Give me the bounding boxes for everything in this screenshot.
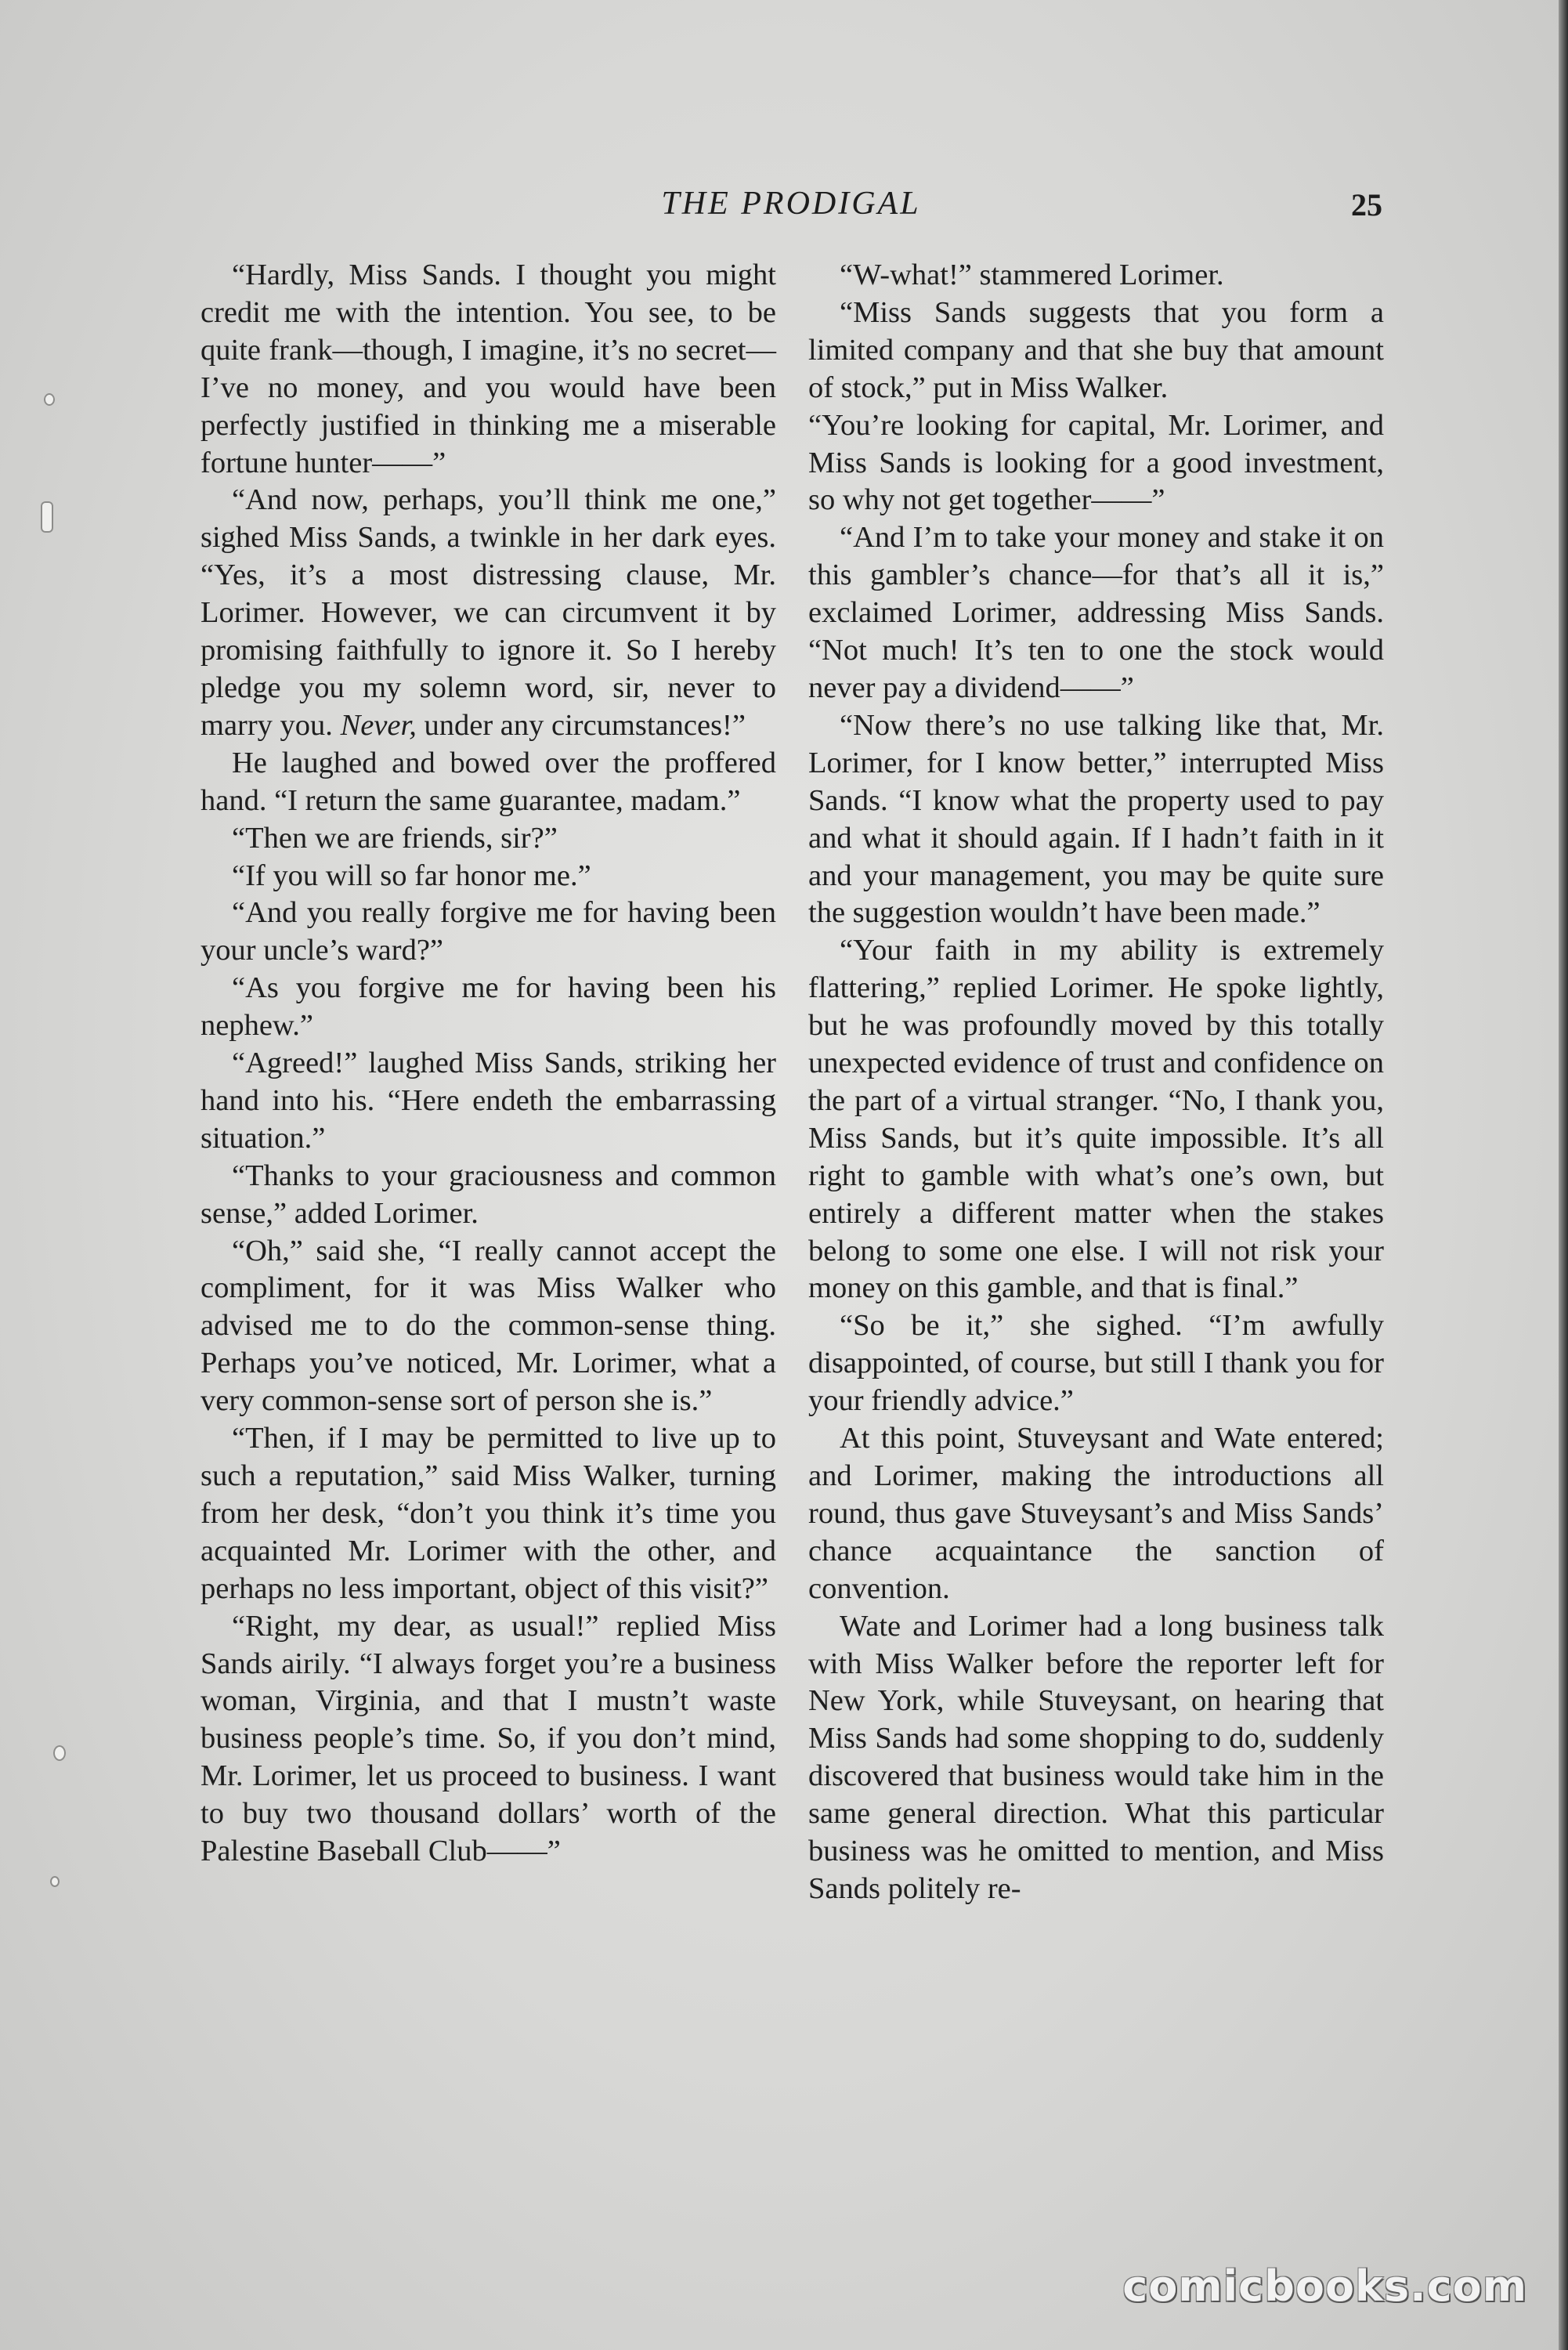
paragraph: “As you forgive me for having been his nephew.” [201, 971, 776, 1043]
punch-hole [50, 1876, 60, 1887]
paragraph-text: “And now, perhaps, you’ll think me one,” sighed Miss Sands, a twinkle in her dark eyes. “Yes, it’s a most distressing clause, Mr. Lorimer. However, we can circumvent it by promising faithfully to ignore it. So I hereby pledge you my solemn word, sir, never to marry you. [201, 483, 776, 742]
paragraph: “Hardly, Miss Sands. I thought you might credit me with the intention. You see, to be quite frank—though, I imagine, it’s no secret—I’ve no money, and you would have been perfectly justified in thinking me a miserable fortune hunter——” [201, 258, 776, 479]
paragraph: “Right, my dear, as usual!” replied Miss Sands airily. “I always forget you’re a business woman, Virginia, and that I mustn’t waste business people’s time. So, if you don’t mind, Mr. Lorimer, let us proceed to business. I want to buy two thousand dollars’ worth of the Palestine Baseball Club——” [201, 1609, 776, 1868]
right-column [808, 257, 1384, 1908]
paragraph [201, 482, 776, 744]
paragraph: “Thanks to your graciousness and common sense,” added Lorimer. [201, 1159, 776, 1230]
paragraph: “Now there’s no use talking like that, Mr. Lorimer, for I know better,” interrupted Miss Sands. “I know what the property used to pay and what it should again. If I hadn’t faith in it and your management, you may be quite sure the suggestion wouldn’t have been made.” [808, 708, 1384, 930]
paragraph: “Oh,” said she, “I really cannot accept the compliment, for it was Miss Walker who advised me to do the common-sense thing. Perhaps you’ve noticed, Mr. Lorimer, what a very common-sense sort of person she is.” [201, 1234, 776, 1418]
paragraph: “Miss Sands suggests that you form a limited company and that she buy that amount of stock,” put in Miss Walker. [808, 295, 1384, 404]
left-column [201, 257, 776, 1871]
paragraph: “If you will so far honor me.” [232, 859, 591, 892]
running-title: THE PRODIGAL [661, 186, 921, 222]
paragraph: “Then, if I may be permitted to live up to such a reputation,” said Miss Walker, turning from her desk, “don’t you think it’s time you acquainted Mr. Lorimer with the other, and perhaps no less important, object of this visit?” [201, 1422, 776, 1605]
paragraph: “Agreed!” laughed Miss Sands, striking her hand into his. “Here endeth the embarrassing situation.” [201, 1047, 776, 1155]
punch-hole [53, 1745, 66, 1761]
page-header [200, 185, 1382, 232]
paragraph: “So be it,” she sighed. “I’m awfully disappointed, of course, but still I thank you for your friendly advice.” [808, 1309, 1384, 1418]
paragraph-text: under any circumstances!” [424, 708, 746, 742]
watermark-logo: comicbooks.com [1122, 2261, 1527, 2311]
paragraph: “Your faith in my ability is extremely flattering,” replied Lorimer. He spoke lightly, but he was profoundly moved by this totally unexpected evidence of trust and confidence on the part of a virtual stranger. “No, I thank you, Miss Sands, but it’s quite impossible. It’s all right to gamble with what’s one’s own, but entirely a different matter when the stakes belong to some one else. I will not risk your money on this gamble, and that is final.” [808, 934, 1384, 1305]
page-edge [1559, 0, 1568, 2350]
punch-hole [41, 501, 53, 533]
paragraph: Wate and Lorimer had a long business talk with Miss Walker before the reporter left for New York, while Stuveysant, on hearing that Miss Sands had some shopping to do, suddenly discovered that business would take him in the same general direction. What this particular business was he omitted to mention, and Miss Sands politely re- [808, 1609, 1384, 1905]
paragraph: “Then we are friends, sir?” [232, 821, 558, 855]
emphasis-text: Never, [340, 708, 417, 742]
paragraph: “And you really forgive me for having been your uncle’s ward?” [201, 896, 776, 967]
paragraph: “And I’m to take your money and stake it on this gambler’s chance—for that’s all it is,” exclaimed Lorimer, addressing Miss Sands. “Not much! It’s ten to one the stock would never pay a dividend——” [808, 521, 1384, 704]
punch-hole [44, 393, 55, 406]
paragraph: “W-what!” stammered Lorimer. [840, 258, 1224, 291]
paragraph: “You’re looking for capital, Mr. Lorimer, and Miss Sands is looking for a good investment, so why not get together——” [808, 408, 1384, 517]
paragraph: At this point, Stuveysant and Wate entered; and Lorimer, making the introductions all round, thus gave Stuveysant’s and Miss Sands’ chance acquaintance the sanction of convention. [808, 1422, 1384, 1605]
paragraph: He laughed and bowed over the proffered hand. “I return the same guarantee, madam.” [201, 746, 776, 817]
page-number: 25 [1351, 187, 1382, 222]
